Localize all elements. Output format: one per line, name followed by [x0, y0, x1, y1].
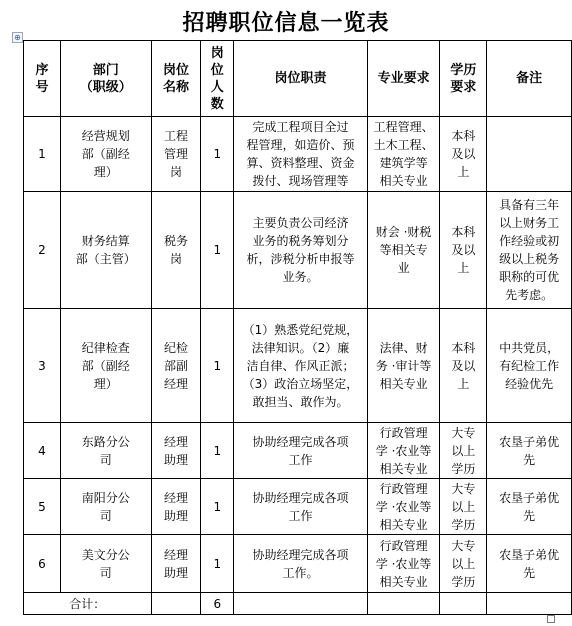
recruitment-table	[23, 40, 572, 615]
cell-major: 行政管理 学 ·农业等 相关专业	[367, 479, 440, 535]
total-count: 6	[201, 593, 234, 615]
cell-dept: 东路分公 司	[60, 423, 151, 479]
cell-major: 财会 ·财税 等相关专 业	[367, 192, 440, 309]
cell-headcount: 1	[201, 479, 234, 535]
total-row	[24, 593, 572, 615]
cell-duty: 协助经理完成各项 工作	[234, 479, 367, 535]
cell-dept: 经营规划 部（副经 理）	[60, 117, 151, 192]
cell-notes: 农垦子弟优 先	[487, 535, 572, 593]
cell-duty: 主要负责公司经济 业务的税务筹划分 析，涉税分析申报等 业务。	[234, 192, 367, 309]
total-empty-cell	[440, 593, 487, 615]
total-empty-cell	[151, 593, 201, 615]
cell-dept: 南阳分公 司	[60, 479, 151, 535]
cell-position-name: 经理 助理	[151, 535, 201, 593]
cell-headcount: 1	[201, 535, 234, 593]
cell-education: 本科 及以 上	[440, 309, 487, 423]
cell-notes: 具备有三年 以上财务工 作经验或初 级以上税务 职称的可优 先考虑。	[487, 192, 572, 309]
cell-dept: 财务结算 部（主管）	[60, 192, 151, 309]
cell-education: 大专 以上 学历	[440, 479, 487, 535]
cell-duty: （1）熟悉党纪党规， 法律知识。（2）廉 洁自律、作风正派； （3）政治立场坚定， 敢担当、敢作为。	[234, 309, 367, 423]
table-row	[24, 479, 572, 535]
total-label: 合计：	[24, 593, 152, 615]
header-row	[24, 41, 572, 117]
page-title: 招聘职位信息一览表	[182, 11, 390, 36]
cell-headcount: 1	[201, 423, 234, 479]
cell-education: 本科 及以 上	[440, 117, 487, 192]
table-row	[24, 117, 572, 192]
total-empty-cell	[234, 593, 367, 615]
header-seq: 序 号	[24, 41, 61, 117]
cell-notes: 中共党员， 有纪检工作 经验优先	[487, 309, 572, 423]
cell-seq: 1	[24, 117, 61, 192]
table-row	[24, 535, 572, 593]
header-dept: 部门 （职级）	[60, 41, 151, 117]
table-row	[24, 423, 572, 479]
header-major: 专业要求	[367, 41, 440, 117]
header-position-name: 岗位 名称	[151, 41, 201, 117]
cell-seq: 2	[24, 192, 61, 309]
cell-duty: 完成工程项目全过 程管理，如造价、预 算、资料整理、资金 拨付、现场管理等	[234, 117, 367, 192]
header-education: 学历 要求	[440, 41, 487, 117]
header-duty: 岗位职责	[234, 41, 367, 117]
cell-duty: 协助经理完成各项 工作。	[234, 535, 367, 593]
total-empty-cell	[487, 593, 572, 615]
cell-headcount: 1	[201, 192, 234, 309]
cell-headcount: 1	[201, 117, 234, 192]
header-notes: 备注	[487, 41, 572, 117]
cell-education: 大专 以上 学历	[440, 535, 487, 593]
cell-position-name: 税务 岗	[151, 192, 201, 309]
cell-position-name: 纪检 部副 经理	[151, 309, 201, 423]
cell-seq: 3	[24, 309, 61, 423]
cell-dept: 纪律检查 部（副经 理）	[60, 309, 151, 423]
cell-position-name: 经理 助理	[151, 479, 201, 535]
cell-position-name: 经理 助理	[151, 423, 201, 479]
cell-notes	[487, 117, 572, 192]
cell-seq: 6	[24, 535, 61, 593]
cell-seq: 5	[24, 479, 61, 535]
cell-notes: 农垦子弟优 先	[487, 423, 572, 479]
cell-seq: 4	[24, 423, 61, 479]
table-row	[24, 309, 572, 423]
cell-education: 大专 以上 学历	[440, 423, 487, 479]
cell-major: 工程管理、 土木工程、 建筑学等 相关专业	[367, 117, 440, 192]
cell-major: 行政管理 学 ·农业等 相关专业	[367, 535, 440, 593]
cell-position-name: 工程 管理 岗	[151, 117, 201, 192]
cell-major: 行政管理 学 ·农业等 相关专业	[367, 423, 440, 479]
header-headcount: 岗 位 人 数	[201, 41, 234, 117]
cell-headcount: 1	[201, 309, 234, 423]
table-move-handle-icon[interactable]: ⊕	[12, 32, 23, 43]
table-row	[24, 192, 572, 309]
table-resize-handle[interactable]	[547, 615, 555, 623]
cell-duty: 协助经理完成各项 工作	[234, 423, 367, 479]
cell-major: 法律、财 务 ·审计等 相关专业	[367, 309, 440, 423]
cell-education: 本科 及以 上	[440, 192, 487, 309]
cell-notes: 农垦子弟优 先	[487, 479, 572, 535]
total-empty-cell	[367, 593, 440, 615]
cell-dept: 美文分公 司	[60, 535, 151, 593]
